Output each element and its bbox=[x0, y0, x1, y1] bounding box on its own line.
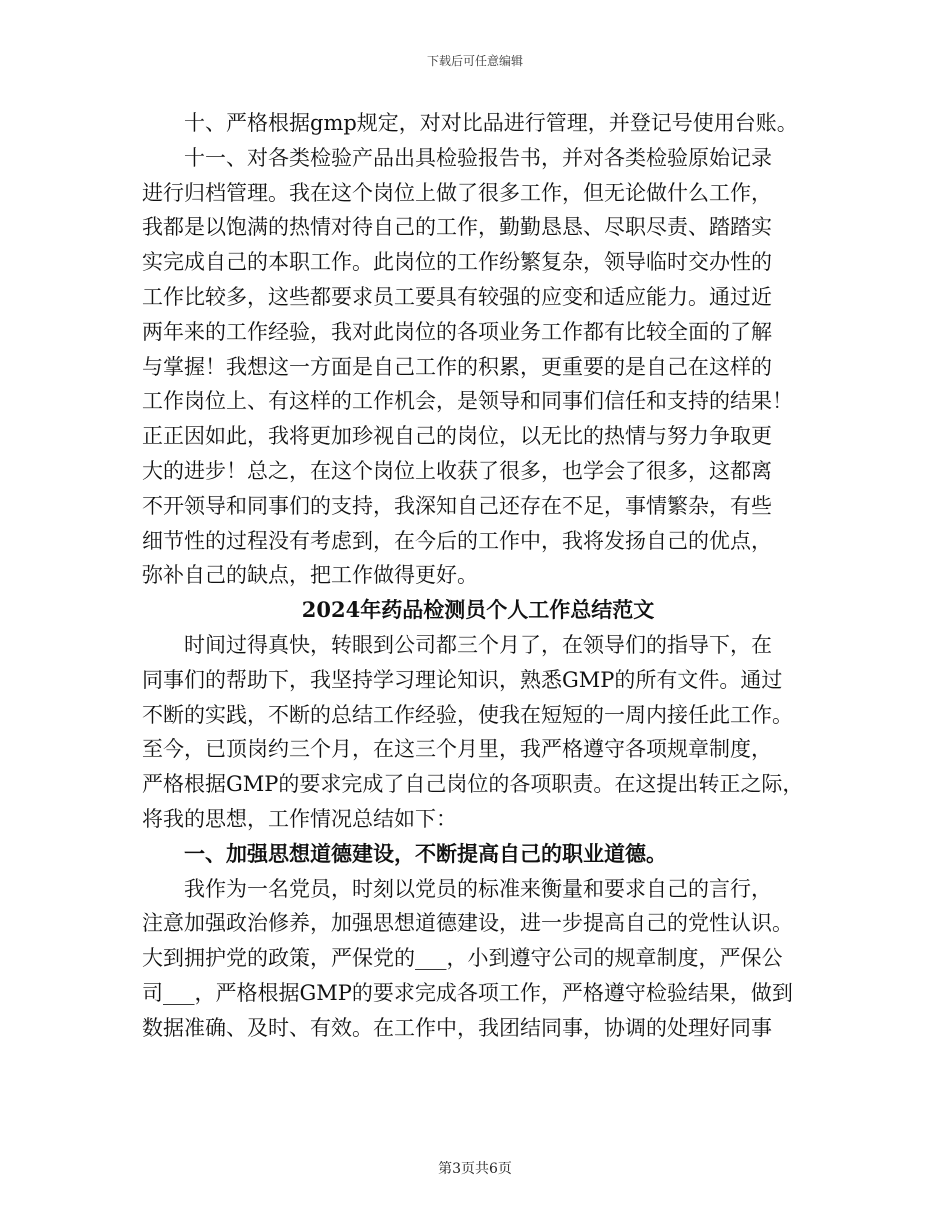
paragraph-line: 工作比较多，这些都要求员工要具有较强的应变和适应能力。通过近 bbox=[142, 284, 772, 309]
paragraph-line: 十一、对各类检验产品出具检验报告书，并对各类检验原始记录 bbox=[184, 145, 772, 170]
paragraph-line: 司___，严格根据GMP的要求完成各项工作，严格遵守检验结果，做到 bbox=[142, 980, 793, 1005]
paragraph-line: 正正因如此，我将更加珍视自己的岗位，以无比的热情与努力争取更 bbox=[142, 424, 772, 449]
paragraph-line: 十、严格根据gmp规定，对对比品进行管理，并登记号使用台账。 bbox=[184, 111, 798, 135]
paragraph-line: 与掌握！我想这一方面是自己工作的积累，更重要的是自己在这样的 bbox=[142, 354, 772, 379]
paragraph-line: 大的进步！总之，在这个岗位上收获了很多，也学会了很多，这都离 bbox=[142, 458, 772, 483]
paragraph-line: 实完成自己的本职工作。此岗位的工作纷繁复杂，领导临时交办性的 bbox=[142, 250, 772, 275]
paragraph-line: 注意加强政治修养，加强思想道德建设，进一步提高自己的党性认识。 bbox=[142, 911, 793, 936]
paragraph-line: 大到拥护党的政策，严保党的___，小到遵守公司的规章制度，严保公 bbox=[142, 946, 783, 971]
paragraph-line: 工作岗位上、有这样的工作机会，是领导和同事们信任和支持的结果！ bbox=[142, 389, 793, 414]
paragraph-line: 不开领导和同事们的支持，我深知自己还存在不足，事情繁杂，有些 bbox=[142, 493, 772, 518]
page-footer: 第3页共6页 bbox=[438, 1161, 512, 1177]
paragraph-line: 我都是以饱满的热情对待自己的工作，勤勤恳恳、尽职尽责、踏踏实 bbox=[142, 215, 772, 240]
paragraph-line: 至今，已顶岗约三个月，在这三个月里，我严格遵守各项规章制度， bbox=[142, 737, 772, 762]
paragraph-line: 弥补自己的缺点，把工作做得更好。 bbox=[142, 563, 478, 588]
page-header: 下载后可任意编辑 bbox=[426, 54, 523, 68]
paragraph-line: 将我的思想，工作情况总结如下： bbox=[142, 806, 457, 831]
paragraph-line: 我作为一名党员，时刻以党员的标准来衡量和要求自己的言行， bbox=[184, 876, 772, 901]
paragraph-line: 时间过得真快，转眼到公司都三个月了，在领导们的指导下，在 bbox=[184, 632, 772, 657]
paragraph-line: 同事们的帮助下，我坚持学习理论知识，熟悉GMP的所有文件。通过 bbox=[142, 667, 783, 692]
paragraph-line: 进行归档管理。我在这个岗位上做了很多工作，但无论做什么工作， bbox=[142, 180, 772, 205]
section-heading: 一、加强思想道德建设，不断提高自己的职业道德。 bbox=[184, 840, 667, 866]
paragraph-line: 严格根据GMP的要求完成了自己岗位的各项职责。在这提出转正之际， bbox=[142, 772, 804, 797]
paragraph-line: 两年来的工作经验，我对此岗位的各项业务工作都有比较全面的了解 bbox=[142, 319, 772, 344]
section-title: 2024年药品检测员个人工作总结范文 bbox=[301, 597, 655, 623]
paragraph-line: 细节性的过程没有考虑到，在今后的工作中，我将发扬自己的优点， bbox=[142, 528, 772, 553]
paragraph-line: 不断的实践，不断的总结工作经验，使我在短短的一周内接任此工作。 bbox=[142, 702, 793, 727]
document-body bbox=[142, 106, 814, 1046]
paragraph-line: 数据准确、及时、有效。在工作中，我团结同事，协调的处理好同事 bbox=[142, 1015, 772, 1040]
